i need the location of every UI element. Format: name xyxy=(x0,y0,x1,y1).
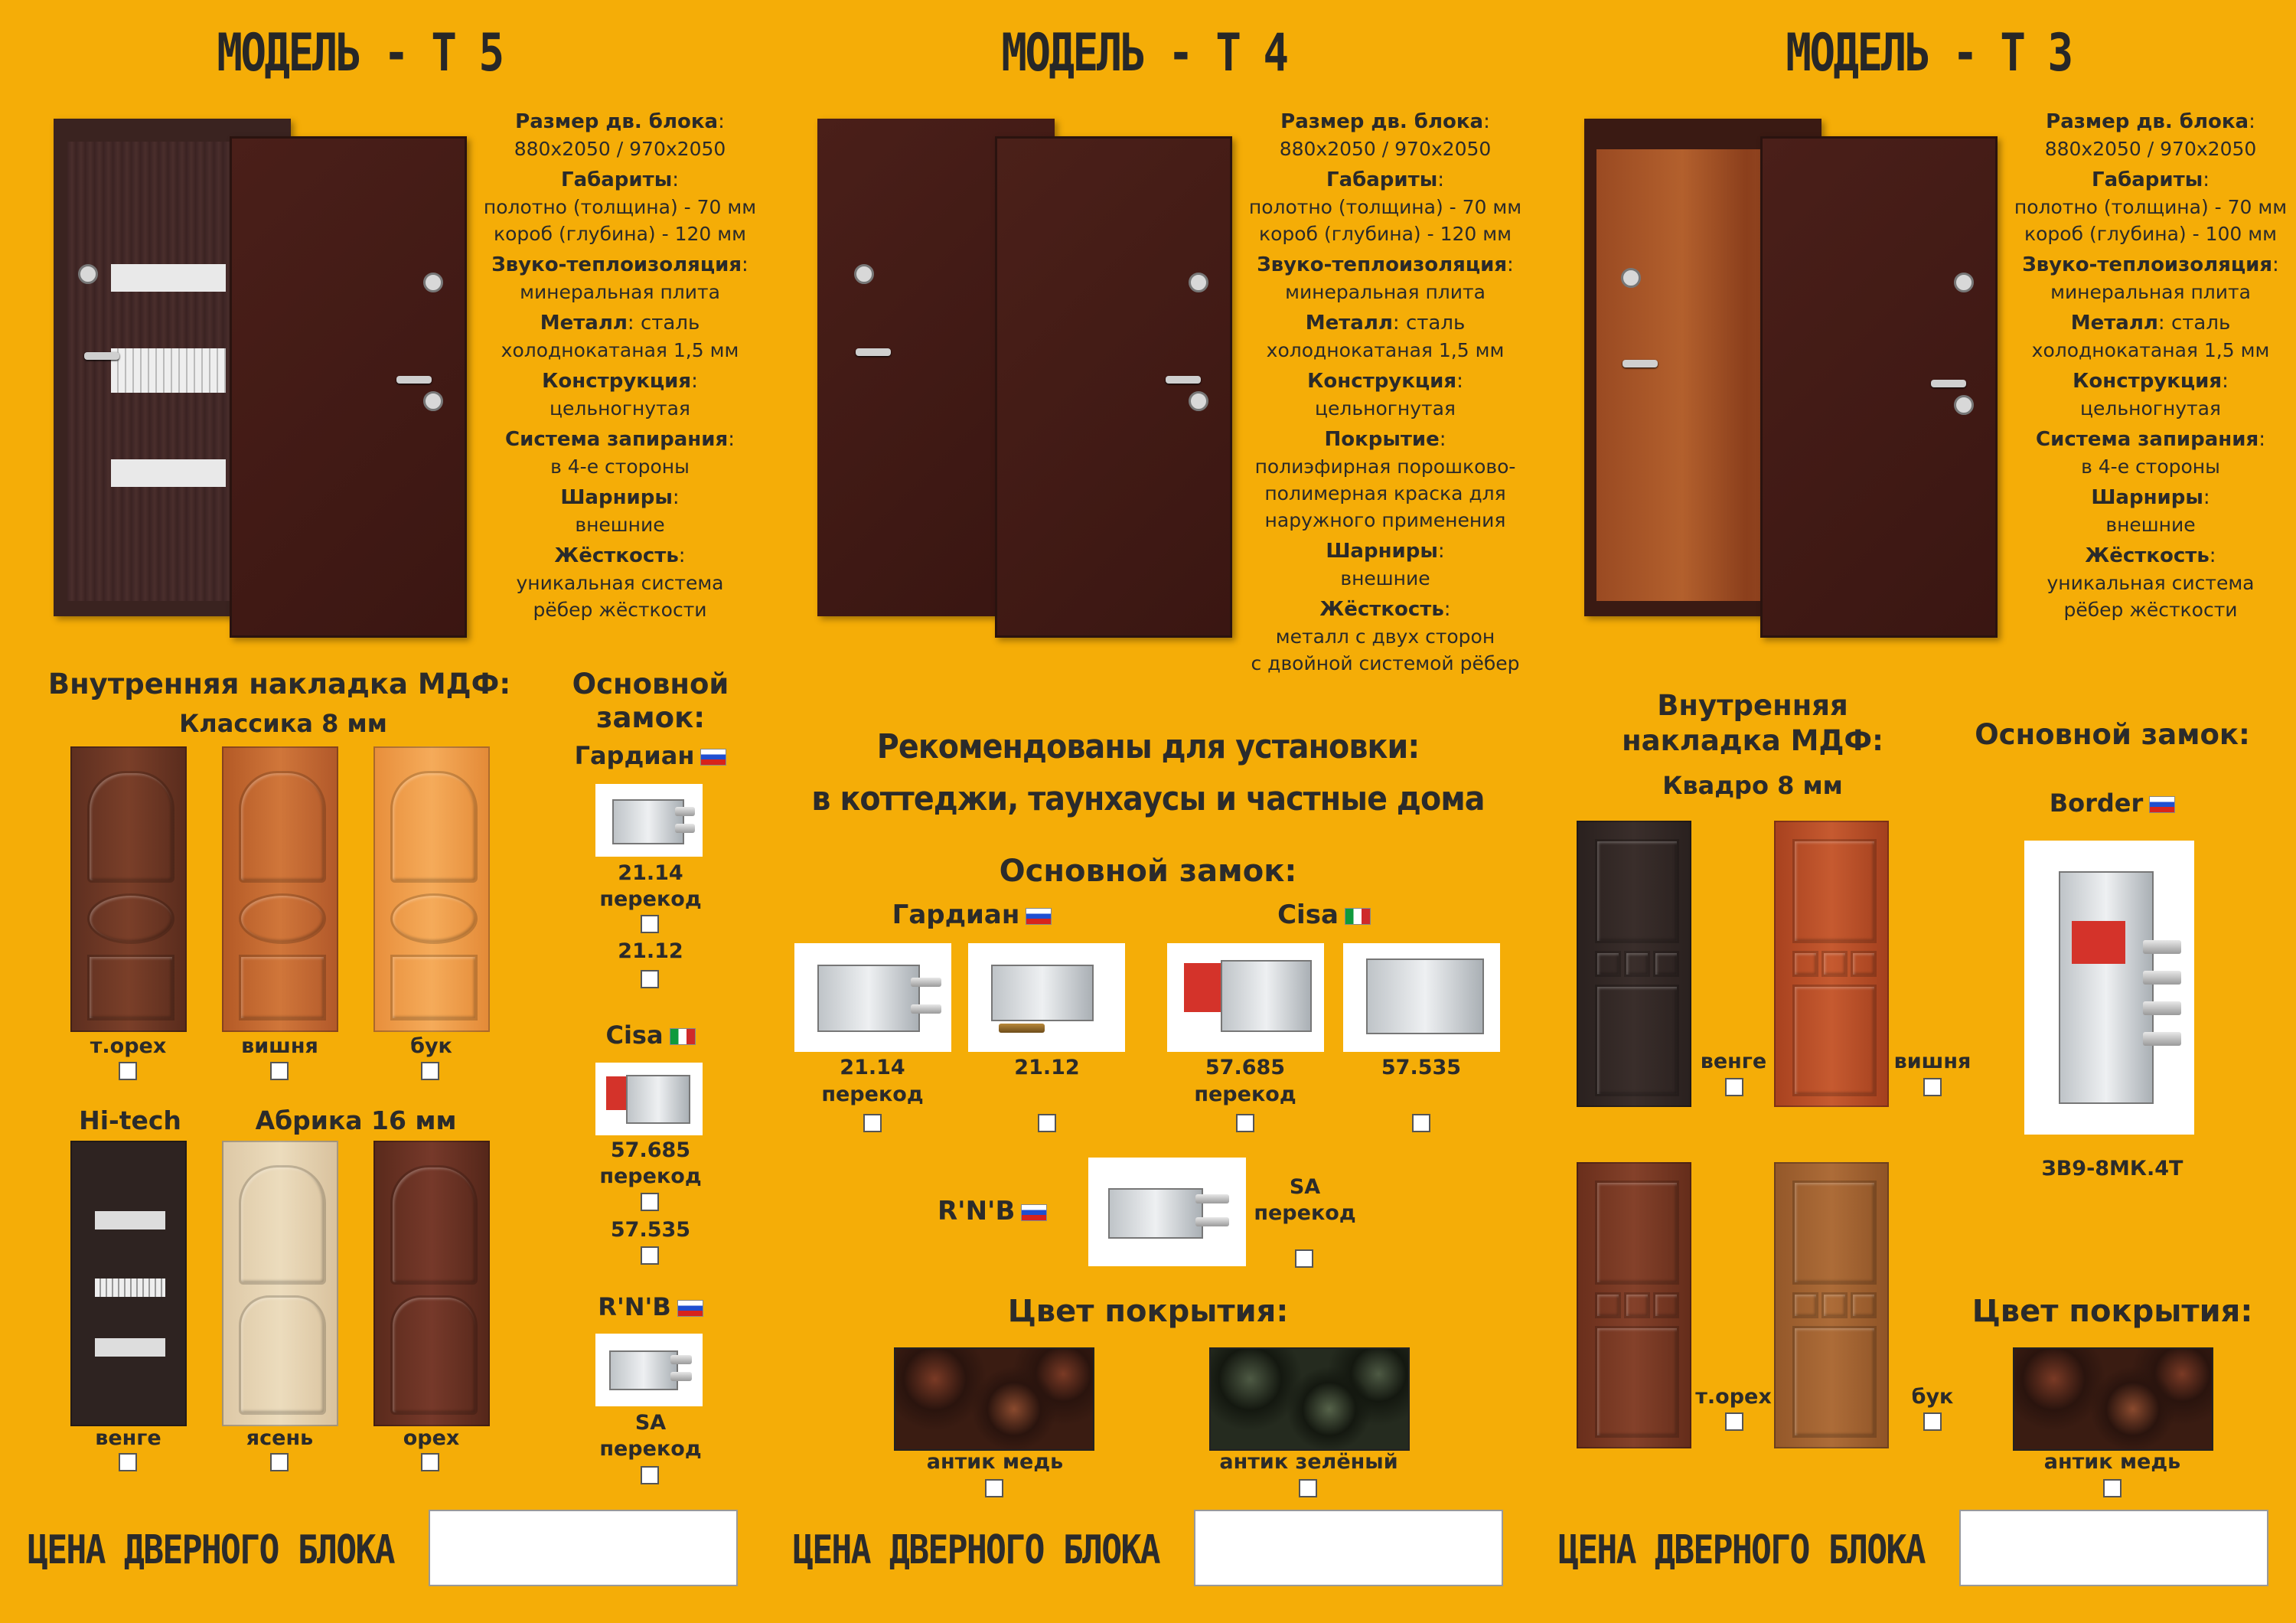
t5-spec-construction: Конструкция: цельногнутая xyxy=(542,370,698,420)
russia-flag-icon xyxy=(700,749,726,766)
t3-handle-outside xyxy=(1931,380,1966,387)
t3-spec-size: Размер дв. блока: 880x2050 / 970x2050 xyxy=(2044,110,2257,160)
t4-lock-gardian-title: Гардиан xyxy=(842,900,1102,930)
t3-lock-border-image xyxy=(2024,841,2194,1135)
italy-flag-icon xyxy=(1345,908,1371,925)
t4-lock-2112-checkbox[interactable] xyxy=(1038,1114,1056,1132)
t5-lock-2112-label: 21.12 xyxy=(618,939,683,963)
t5-lock-outside xyxy=(423,273,443,292)
t4-lock-rnb-image xyxy=(1088,1158,1246,1266)
t4-spec-rigidity: Жёсткость: металл с двух сторон с двойной системой рёбер xyxy=(1251,598,1520,674)
t4-recommend-line2: в коттеджи, таунхаусы и частные дома xyxy=(811,779,1485,818)
t4-color-antik-green-swatch xyxy=(1209,1347,1410,1451)
t3-mdf-venge xyxy=(1577,821,1691,1107)
t3-mdf-buk xyxy=(1774,1162,1889,1448)
t5-mdf-vishnya xyxy=(222,746,338,1032)
t5-mdf-buk xyxy=(373,746,490,1032)
t5-lock-57535-checkbox[interactable] xyxy=(641,1246,659,1265)
t4-lock-57685-label: 57.685 xyxy=(1205,1056,1286,1079)
t4-recommend-line1: Рекомендованы для установки: xyxy=(876,727,1420,766)
t5-lock-57685-label: 57.685 xyxy=(610,1138,691,1162)
t4-lock-cisa-title: Cisa xyxy=(1194,900,1454,930)
t4-lock-sa-label: SA xyxy=(1289,1175,1321,1199)
t5-lock-2114-recode: перекод xyxy=(599,887,702,911)
t5-spec-rigidity: Жёсткость: уникальная система рёбер жёсткости xyxy=(516,544,724,621)
t3-mdf-vishnya xyxy=(1774,821,1889,1107)
t5-lock-inside xyxy=(78,264,98,284)
t3-mdf-venge-checkbox[interactable] xyxy=(1725,1078,1743,1096)
t5-price-input[interactable] xyxy=(429,1510,738,1586)
t3-spec-insulation: Звуко-теплоизоляция: минеральная плита xyxy=(2022,253,2279,303)
t4-lock-57685-image xyxy=(1167,943,1324,1052)
t3-lock-outside xyxy=(1954,273,1974,292)
t3-color-antik-med-swatch xyxy=(2013,1347,2213,1451)
title-t4: МОДЕЛЬ - Т 4 xyxy=(1001,23,1287,83)
t5-lock-title: Основной замок: xyxy=(572,668,729,734)
t5-mdf-torekh xyxy=(70,746,187,1032)
t5-strip-1 xyxy=(111,264,226,292)
t4-lock-2114-image xyxy=(794,943,951,1052)
t4-handle-inside xyxy=(856,348,891,356)
t5-mdf-yasen xyxy=(222,1141,338,1426)
title-t3: МОДЕЛЬ - Т 3 xyxy=(1786,23,2072,83)
t5-mdf-label-yasen: ясень xyxy=(246,1426,314,1450)
t4-spec-construction: Конструкция: цельногнутая xyxy=(1307,370,1463,420)
t3-price-input[interactable] xyxy=(1959,1510,2268,1586)
t3-specs xyxy=(2005,109,2296,628)
t3-mdf-label-venge: венге xyxy=(1700,1050,1767,1073)
t5-mdf-torekh-checkbox[interactable] xyxy=(119,1062,137,1080)
t4-door-outside xyxy=(995,136,1232,638)
t4-lock-57685-checkbox[interactable] xyxy=(1236,1114,1254,1132)
t5-lock-sa-recode: перекод xyxy=(599,1437,702,1461)
t5-price-label: ЦЕНА ДВЕРНОГО БЛОКА xyxy=(28,1527,394,1573)
t3-mdf-label-torekh: т.орех xyxy=(1695,1385,1772,1409)
t4-spec-metal: Металл: сталь холоднокатаная 1,5 мм xyxy=(1266,312,1505,361)
russia-flag-icon xyxy=(2149,796,2175,813)
t5-lock-gardian-title: Гардиан xyxy=(563,741,739,770)
t5-handle-outside xyxy=(396,376,432,384)
t4-lock2-outside xyxy=(1189,391,1208,411)
t4-lock-2112-image xyxy=(968,943,1125,1052)
t4-spec-dims: Габариты: полотно (толщина) - 70 мм короб (глубина) - 120 мм xyxy=(1248,168,1522,245)
t4-spec-insulation: Звуко-теплоизоляция: минеральная плита xyxy=(1257,253,1514,303)
t5-strip-3 xyxy=(111,459,226,487)
t3-mdf-torekh xyxy=(1577,1162,1691,1448)
t5-lock-sa-checkbox[interactable] xyxy=(641,1466,659,1484)
t4-lock-sa-recode: перекод xyxy=(1254,1201,1356,1225)
t3-spec-dims: Габариты: полотно (толщина) - 70 мм короб (глубина) - 100 мм xyxy=(2014,168,2288,245)
t5-lock-cisa-image xyxy=(595,1063,703,1135)
t3-spec-locking: Система запирания: в 4-е стороны xyxy=(2036,428,2265,478)
t3-lock2-outside xyxy=(1954,395,1974,415)
t5-mdf-orekh xyxy=(373,1141,490,1426)
t5-mdf-label-orekh: орех xyxy=(403,1426,460,1450)
t5-lock-rnb-image xyxy=(595,1334,703,1406)
t5-abrika-title: Абрика 16 мм xyxy=(255,1105,457,1135)
t4-spec-coating: Покрытие: полиэфирная порошково- полимерная краска для наружного применения xyxy=(1254,428,1516,531)
t4-spec-hinges: Шарниры: внешние xyxy=(1326,540,1445,589)
t5-mdf-venge-checkbox[interactable] xyxy=(119,1453,137,1471)
t4-specs xyxy=(1240,109,1531,681)
t4-lock-outside xyxy=(1189,273,1208,292)
t5-lock-2112-checkbox[interactable] xyxy=(641,970,659,988)
t4-lock-title: Основной замок: xyxy=(999,854,1297,889)
russia-flag-icon xyxy=(1026,908,1052,925)
t5-lock-57685-recode: перекод xyxy=(599,1164,702,1188)
t5-lock-57535-label: 57.535 xyxy=(610,1218,691,1242)
title-t5: МОДЕЛЬ - Т 5 xyxy=(217,23,503,83)
t3-color-title: Цвет покрытия: xyxy=(1971,1294,2253,1329)
t3-handle-inside xyxy=(1623,360,1658,367)
t3-door-outside xyxy=(1760,136,1998,638)
t3-mdf-title-line2: накладка МДФ: xyxy=(1622,724,1883,757)
t4-lock-2114-checkbox[interactable] xyxy=(863,1114,882,1132)
t5-lock-2114-label: 21.14 xyxy=(618,861,683,885)
t5-mdf-label-torekh: т.орех xyxy=(90,1034,167,1058)
t4-spec-size: Размер дв. блока: 880x2050 / 970x2050 xyxy=(1279,110,1492,160)
t3-mdf-torekh-checkbox[interactable] xyxy=(1725,1412,1743,1431)
t5-lock-sa-label: SA xyxy=(634,1411,667,1435)
t4-lock-2114-label: 21.14 xyxy=(840,1056,905,1079)
t5-lock-cisa-title: Cisa xyxy=(563,1020,739,1050)
t5-lock-2114-checkbox[interactable] xyxy=(641,915,659,933)
t5-strip-2 xyxy=(111,348,226,393)
t5-spec-hinges: Шарниры: внешние xyxy=(560,486,680,536)
t5-mdf-yasen-checkbox[interactable] xyxy=(270,1453,289,1471)
t3-mdf-vishnya-checkbox[interactable] xyxy=(1923,1078,1942,1096)
t5-mdf-venge xyxy=(70,1141,187,1426)
t5-mdf-vishnya-checkbox[interactable] xyxy=(270,1062,289,1080)
t4-color-antik-med-label: антик медь xyxy=(926,1450,1064,1474)
russia-flag-icon xyxy=(1021,1204,1047,1221)
t5-door-outside xyxy=(230,136,467,638)
t3-lock-inside xyxy=(1621,268,1641,288)
t3-spec-hinges: Шарниры: внешние xyxy=(2091,486,2210,536)
t3-lock-border-title: Border xyxy=(2013,789,2212,818)
t5-lock-rnb-title: R'N'B xyxy=(563,1292,739,1321)
t5-spec-metal: Металл: сталь холоднокатаная 1,5 мм xyxy=(501,312,739,361)
t5-mdf-sub: Классика 8 мм xyxy=(179,709,387,738)
t4-price-label: ЦЕНА ДВЕРНОГО БЛОКА xyxy=(793,1527,1159,1573)
t4-price-input[interactable] xyxy=(1194,1510,1503,1586)
russia-flag-icon xyxy=(677,1300,703,1317)
t5-mdf-title: Внутренняя накладка МДФ: xyxy=(47,668,511,700)
t5-specs xyxy=(475,109,765,628)
t4-color-antik-green-label: антик зелёный xyxy=(1219,1450,1398,1474)
t4-color-antik-green-checkbox[interactable] xyxy=(1299,1479,1317,1497)
t4-lock-inside xyxy=(854,264,874,284)
t3-color-antik-med-checkbox[interactable] xyxy=(2103,1479,2122,1497)
t5-spec-insulation: Звуко-теплоизоляция: минеральная плита xyxy=(491,253,748,303)
t3-spec-rigidity: Жёсткость: уникальная система рёбер жёсткости xyxy=(2047,544,2255,621)
t5-mdf-label-vishnya: вишня xyxy=(241,1034,318,1058)
t5-mdf-buk-checkbox[interactable] xyxy=(421,1062,439,1080)
t5-mdf-orekh-checkbox[interactable] xyxy=(421,1453,439,1471)
t3-mdf-buk-checkbox[interactable] xyxy=(1923,1412,1942,1431)
t4-lock-57535-checkbox[interactable] xyxy=(1412,1114,1430,1132)
t3-lock-title: Основной замок: xyxy=(1975,718,2250,751)
t3-price-label: ЦЕНА ДВЕРНОГО БЛОКА xyxy=(1558,1527,1925,1573)
t5-lock2-outside xyxy=(423,391,443,411)
t4-lock-2112-label: 21.12 xyxy=(1014,1056,1080,1079)
t3-mdf-title-line1: Внутренняя xyxy=(1657,689,1848,722)
t5-lock-57685-checkbox[interactable] xyxy=(641,1193,659,1211)
t5-mdf-label-venge: венге xyxy=(95,1426,161,1450)
t5-mdf-label-buk: бук xyxy=(410,1034,452,1058)
t3-mdf-label-buk: бук xyxy=(1911,1385,1954,1409)
t4-lock-sa-checkbox[interactable] xyxy=(1295,1249,1313,1268)
t4-lock-2114-recode: перекод xyxy=(821,1083,924,1106)
t5-spec-locking: Система запирания: в 4-е стороны xyxy=(505,428,735,478)
t5-spec-size: Размер дв. блока: 880x2050 / 970x2050 xyxy=(514,110,726,160)
t3-mdf-label-vishnya: вишня xyxy=(1893,1050,1971,1073)
t4-color-antik-med-checkbox[interactable] xyxy=(985,1479,1003,1497)
italy-flag-icon xyxy=(670,1028,696,1045)
t5-hitech-title: Hi-tech xyxy=(79,1105,181,1135)
t4-lock-rnb-title: R'N'B xyxy=(938,1196,1075,1226)
t3-spec-construction: Конструкция: цельногнутая xyxy=(2073,370,2229,420)
t3-lock-model-label: ЗВ9-8МК.4Т xyxy=(2041,1157,2183,1181)
t5-spec-dims: Габариты: полотно (толщина) - 70 мм короб (глубина) - 120 мм xyxy=(483,168,757,245)
t3-color-antik-med-label: антик медь xyxy=(2043,1450,2181,1474)
t5-lock-gardian-image xyxy=(595,784,703,857)
t4-color-title: Цвет покрытия: xyxy=(1007,1294,1289,1329)
t4-lock-57685-recode: перекод xyxy=(1194,1083,1296,1106)
t3-spec-metal: Металл: сталь холоднокатаная 1,5 мм xyxy=(2031,312,2270,361)
t4-color-antik-med-swatch xyxy=(894,1347,1094,1451)
t3-mdf-sub: Квадро 8 мм xyxy=(1662,771,1843,800)
t4-lock-57535-label: 57.535 xyxy=(1381,1056,1462,1079)
t4-handle-outside xyxy=(1166,376,1201,384)
t4-lock-57535-image xyxy=(1343,943,1500,1052)
t5-handle-inside xyxy=(84,352,119,360)
